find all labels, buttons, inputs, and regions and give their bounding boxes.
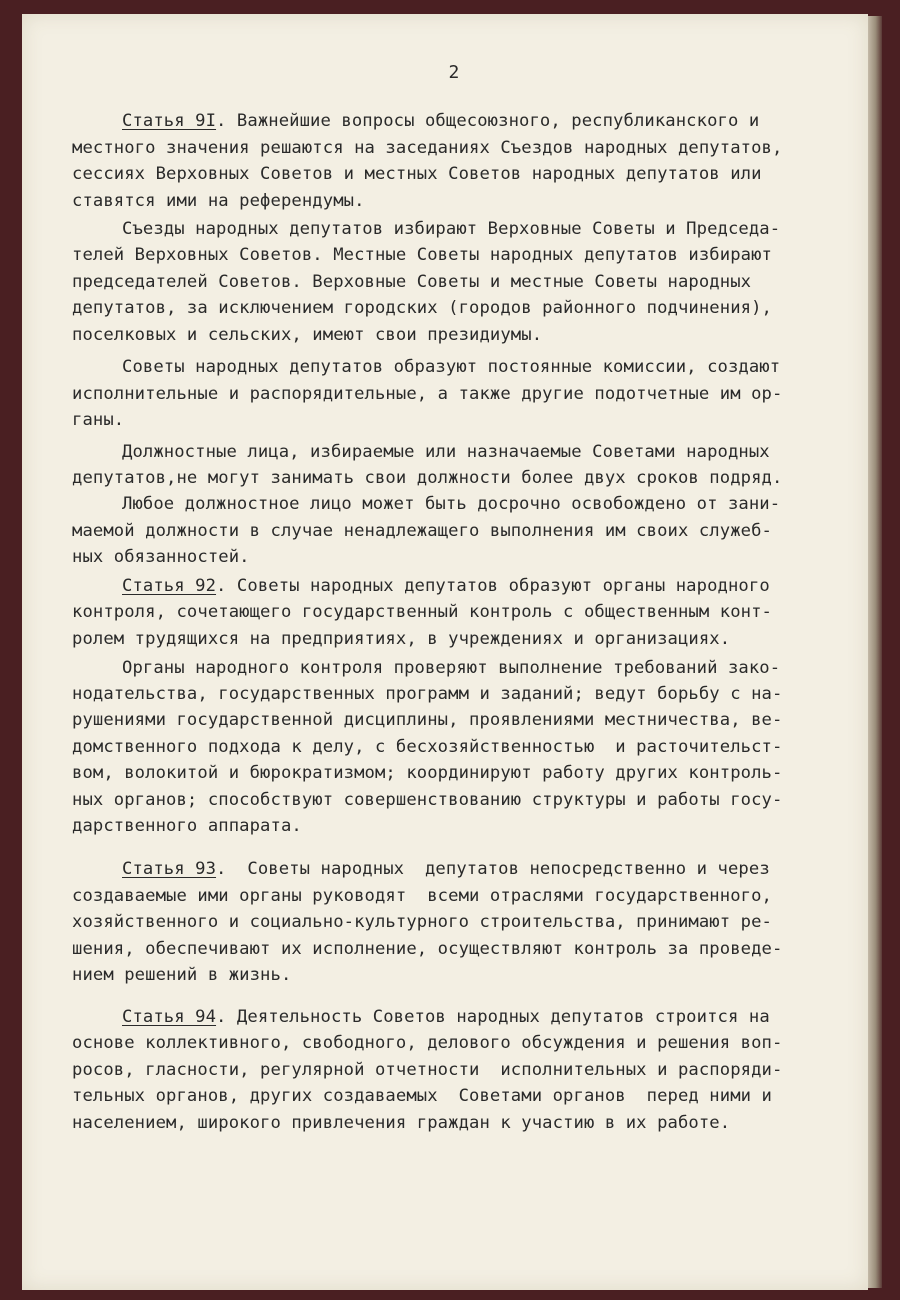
line-text: депутатов,не могут занимать свои должности более двух сроков подряд.: [72, 468, 783, 488]
text-line: [72, 910, 772, 934]
text-line: [122, 440, 770, 464]
line-text: ных органов; способствуют совершенствованию структуры и работы госу-: [72, 790, 783, 810]
text-line: [72, 296, 772, 320]
text-line: [72, 243, 772, 267]
text-line: [72, 382, 782, 406]
text-line: [122, 217, 780, 241]
text-line: [72, 545, 250, 569]
line-text: местного значения решаются на заседаниях Съездов народных депутатов,: [72, 138, 783, 158]
text-line: [72, 761, 782, 785]
line-text: вом, волокитой и бюрократизмом; координируют работу других контроль-: [72, 763, 783, 783]
text-line: [72, 884, 772, 908]
text-line: [72, 708, 782, 732]
text-line: [72, 937, 782, 961]
text-line: [72, 1111, 730, 1135]
text-line: [122, 857, 770, 881]
line-text: основе коллективного, свободного, делового обсуждения и решения воп-: [72, 1033, 783, 1053]
line-text: ных обязанностей.: [72, 547, 250, 567]
page-edge: [866, 16, 882, 1288]
line-text: поселковых и сельских, имеют свои президиумы.: [72, 325, 543, 345]
text-line: [72, 189, 365, 213]
line-text: председателей Советов. Верховные Советы и местные Советы народных: [72, 272, 752, 292]
line-text: сессиях Верховных Советов и местных Советов народных депутатов или: [72, 164, 762, 184]
text-line: [72, 466, 782, 490]
line-text: шения, обеспечивают их исполнение, осуществляют контроль за проведе-: [72, 939, 783, 959]
line-text: . Важнейшие вопросы общесоюзного, республиканского и: [216, 111, 760, 131]
text-line: [72, 519, 772, 543]
line-text: создаваемые ими органы руководят всеми отраслями государственного,: [72, 886, 772, 906]
line-text: . Советы народных депутатов образуют органы народного: [216, 576, 770, 596]
article-heading: Статья 93: [122, 859, 217, 879]
text-line: [72, 788, 782, 812]
article-heading: Статья 92: [122, 576, 217, 596]
text-line: [72, 270, 751, 294]
line-text: ганы.: [72, 410, 125, 430]
article-heading: Статья 94: [122, 1007, 217, 1027]
text-line: [122, 1005, 770, 1029]
line-text: маемой должности в случае ненадлежащего выполнения им своих служеб-: [72, 521, 772, 541]
line-text: . Советы народных депутатов непосредственно и через: [216, 859, 770, 879]
text-line: [72, 323, 542, 347]
text-line: [72, 136, 782, 160]
document-page: [22, 14, 868, 1290]
text-line: [72, 408, 124, 432]
text-line: [72, 627, 730, 651]
line-text: хозяйственного и социально-культурного строительства, принимают ре-: [72, 912, 772, 932]
text-line: [122, 574, 770, 598]
text-line: [72, 1031, 782, 1055]
line-text: населением, широкого привлечения граждан к участию в их работе.: [72, 1113, 731, 1133]
line-text: нием решений в жизнь.: [72, 965, 292, 985]
line-text: рушениями государственной дисциплины, проявлениями местничества, ве-: [72, 710, 783, 730]
line-text: . Деятельность Советов народных депутатов строится на: [216, 1007, 770, 1027]
line-text: Советы народных депутатов образуют постоянные комиссии, создают: [122, 357, 781, 377]
line-text: ролем трудящихся на предприятиях, в учреждениях и организациях.: [72, 629, 731, 649]
text-line: [72, 735, 782, 759]
line-text: депутатов, за исключением городских (городов районного подчинения),: [72, 298, 772, 318]
line-text: Органы народного контроля проверяют выполнение требований зако-: [122, 658, 781, 678]
text-line: [72, 814, 302, 838]
bleed-through-marks: [0, 140, 12, 280]
line-text: ставятся ими на референдумы.: [72, 191, 365, 211]
text-line: [122, 656, 780, 680]
article-heading: Статья 9I: [122, 111, 217, 131]
line-text: тельных органов, других создаваемых Советами органов перед ними и: [72, 1086, 772, 1106]
text-line: [72, 1084, 772, 1108]
line-text: дарственного аппарата.: [72, 816, 302, 836]
line-text: росов, гласности, регулярной отчетности исполнительных и распоряди-: [72, 1060, 783, 1080]
text-line: [122, 109, 759, 133]
line-text: телей Верховных Советов. Местные Советы народных депутатов избирают: [72, 245, 772, 265]
text-line: [72, 1058, 782, 1082]
page-number: 2: [448, 62, 460, 83]
text-line: [122, 492, 780, 516]
line-text: исполнительные и распорядительные, а также другие подотчетные им ор-: [72, 384, 783, 404]
line-text: Любое должностное лицо может быть досрочно освобождено от зани-: [122, 494, 781, 514]
text-line: [72, 600, 772, 624]
line-text: Должностные лица, избираемые или назначаемые Советами народных: [122, 442, 770, 462]
line-text: контроля, сочетающего государственный контроль с общественным конт-: [72, 602, 772, 622]
line-text: Съезды народных депутатов избирают Верховные Советы и Председа-: [122, 219, 781, 239]
text-line: [72, 963, 291, 987]
text-line: [122, 355, 780, 379]
text-line: [72, 682, 782, 706]
text-line: [72, 162, 762, 186]
line-text: домственного подхода к делу, с бесхозяйственностью и расточительст-: [72, 737, 783, 757]
line-text: нодательства, государственных программ и заданий; ведут борьбу с на-: [72, 684, 783, 704]
